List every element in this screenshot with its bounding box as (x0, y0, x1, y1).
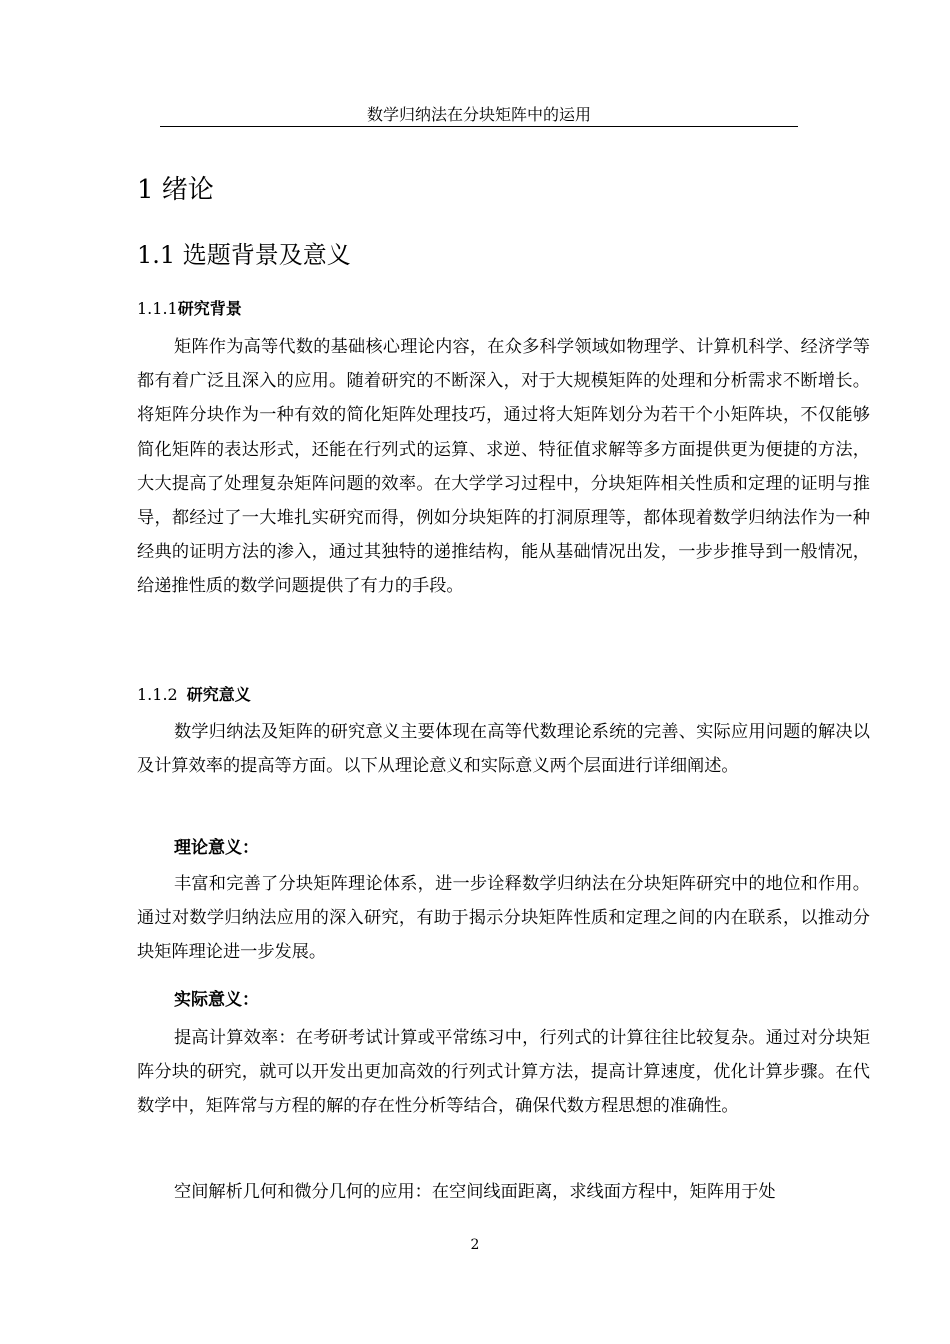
paragraph-geometry: 空间解析几何和微分几何的应用：在空间线面距离，求线面方程中，矩阵用于处 (174, 1182, 776, 1202)
subsection-number: 1.1.2 (137, 685, 178, 704)
subsection-title: 研究意义 (186, 685, 251, 704)
lead-practice: 实际意义： (174, 990, 259, 1010)
paragraph-theory: 丰富和完善了分块矩阵理论体系，进一步诠释数学归纳法在分块矩阵研究中的地位和作用。通过对数学归纳法应用的深入研究，有助于揭示分块矩阵性质和定理之间的内在联系，以推动分块矩阵理论进一步发展。 (137, 874, 870, 963)
section-heading: 1.1 选题背景及意义 (137, 241, 351, 269)
chapter-heading: 1 绪论 (137, 175, 214, 205)
paragraph-practice: 提高计算效率：在考研考试计算或平常练习中，行列式的计算往往比较复杂。通过对分块矩阵分块的研究，就可以开发出更加高效的行列式计算方法，提高计算速度，优化计算步骤。在代数学中，矩阵常与方程的解的存在性分析等结合，确保代数方程思想的准确性。 (137, 1028, 870, 1117)
header-rule (160, 126, 798, 127)
paragraph-background: 矩阵作为高等代数的基础核心理论内容，在众多科学领域如物理学、计算机科学、经济学等都有着广泛且深入的应用。随着研究的不断深入，对于大规模矩阵的处理和分析需求不断增长。将矩阵分块作为一种有效的简化矩阵处理技巧，通过将大矩阵划分为若干个小矩阵块，不仅能够简化矩阵的表达形式，还能在行列式的运算、求逆、特征值求解等多方面提供更为便捷的方法，大大提高了处理复杂矩阵问题的效率。在大学学习过程中，分块矩阵相关性质和定理的证明与推导，都经过了一大堆扎实研究而得，例如分块矩阵的打洞原理等，都体现着数学归纳法作为一种经典的证明方法的渗入，通过其独特的递推结构，能从基础情况出发，一步步推导到一般情况，给递推性质的数学问题提供了有力的手段。 (137, 337, 870, 597)
subsection-title: 研究背景 (177, 299, 242, 318)
subsection-number: 1.1.1 (137, 299, 178, 318)
subsection-heading-background (137, 297, 242, 321)
subsection-heading-significance (137, 683, 251, 707)
lead-theory: 理论意义： (174, 838, 259, 858)
page-number: 2 (470, 1237, 480, 1253)
running-header: 数学归纳法在分块矩阵中的运用 (366, 105, 591, 124)
paragraph-significance-intro: 数学归纳法及矩阵的研究意义主要体现在高等代数理论系统的完善、实际应用问题的解决以及计算效率的提高等方面。以下从理论意义和实际意义两个层面进行详细阐述。 (137, 722, 870, 777)
